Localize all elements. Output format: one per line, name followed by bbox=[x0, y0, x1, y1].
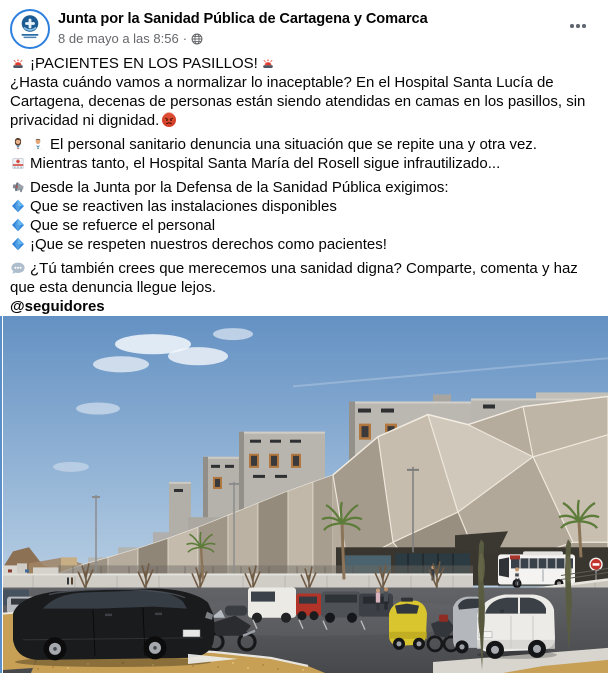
post-header bbox=[0, 0, 608, 51]
post-text-segment: ¡PACIENTES EN LOS PASILLOS! bbox=[30, 55, 258, 72]
header-meta bbox=[58, 9, 428, 46]
post-line bbox=[10, 178, 598, 197]
post-line bbox=[10, 259, 598, 297]
post-line bbox=[10, 73, 598, 130]
post-timestamp[interactable] bbox=[58, 31, 428, 46]
speech-balloon-icon bbox=[10, 260, 26, 276]
photo-left-edge bbox=[0, 316, 2, 673]
post-line bbox=[10, 197, 598, 216]
loudspeaker-icon bbox=[10, 179, 26, 195]
man-health-worker-icon bbox=[30, 136, 46, 152]
police-car-light-icon bbox=[260, 55, 276, 71]
post-paragraph bbox=[10, 259, 598, 316]
post-line bbox=[10, 135, 598, 154]
post-text-segment: ¡Que se respeten nuestros derechos como pacientes! bbox=[30, 236, 387, 253]
post-text-segment: Que se reactiven las instalaciones disponibles bbox=[30, 198, 337, 215]
police-car-light-icon bbox=[10, 55, 26, 71]
hospital-photo-graphic bbox=[3, 316, 608, 673]
post-line bbox=[10, 235, 598, 254]
post-text-segment: Mientras tanto, el Hospital Santa María del Rosell sigue infrautilizado... bbox=[30, 155, 501, 172]
post-text bbox=[0, 51, 608, 318]
post-line bbox=[10, 154, 598, 173]
post-text-segment: ¿Hasta cuándo vamos a normalizar lo inaceptable? En el Hospital Santa Lucía de Cartagena, decenas de personas están siendo atendidas en camas en los pasillos, sin privacidad ni dignidad. bbox=[10, 74, 586, 129]
post-line bbox=[10, 297, 598, 316]
post-paragraph bbox=[10, 54, 598, 130]
post-paragraph bbox=[10, 178, 598, 254]
angry-face-icon bbox=[161, 112, 177, 128]
more-options-button[interactable] bbox=[564, 16, 592, 36]
post-line bbox=[10, 216, 598, 235]
page-name[interactable]: Junta por la Sanidad Pública de Cartagena y Comarca bbox=[58, 11, 428, 27]
blue-diamond-icon bbox=[10, 217, 26, 233]
post-text-segment: ¿Tú también crees que merecemos una sanidad digna? Comparte, comenta y haz que esta denuncia llegue lejos. bbox=[10, 260, 578, 296]
globe-icon bbox=[191, 33, 203, 45]
blue-diamond-icon bbox=[10, 236, 26, 252]
timestamp-text: 8 de mayo a las 8:56 bbox=[58, 31, 179, 46]
post-text-segment: El personal sanitario denuncia una situación que se repite una y otra vez. bbox=[50, 136, 537, 153]
post-text-segment: @seguidores bbox=[10, 298, 105, 315]
woman-health-worker-icon bbox=[10, 136, 26, 152]
post-text-segment: Que se refuerce el personal bbox=[30, 217, 216, 234]
page-avatar[interactable] bbox=[10, 9, 50, 49]
hospital-icon bbox=[10, 155, 26, 171]
post-text-segment: Desde la Junta por la Defensa de la Sanidad Pública exigimos: bbox=[30, 179, 449, 196]
dot-separator: · bbox=[182, 31, 188, 46]
blue-diamond-icon bbox=[10, 198, 26, 214]
hospital-photo[interactable] bbox=[0, 316, 608, 673]
post-paragraph bbox=[10, 135, 598, 173]
post-line bbox=[10, 54, 598, 73]
medical-emblem-icon bbox=[14, 11, 46, 48]
